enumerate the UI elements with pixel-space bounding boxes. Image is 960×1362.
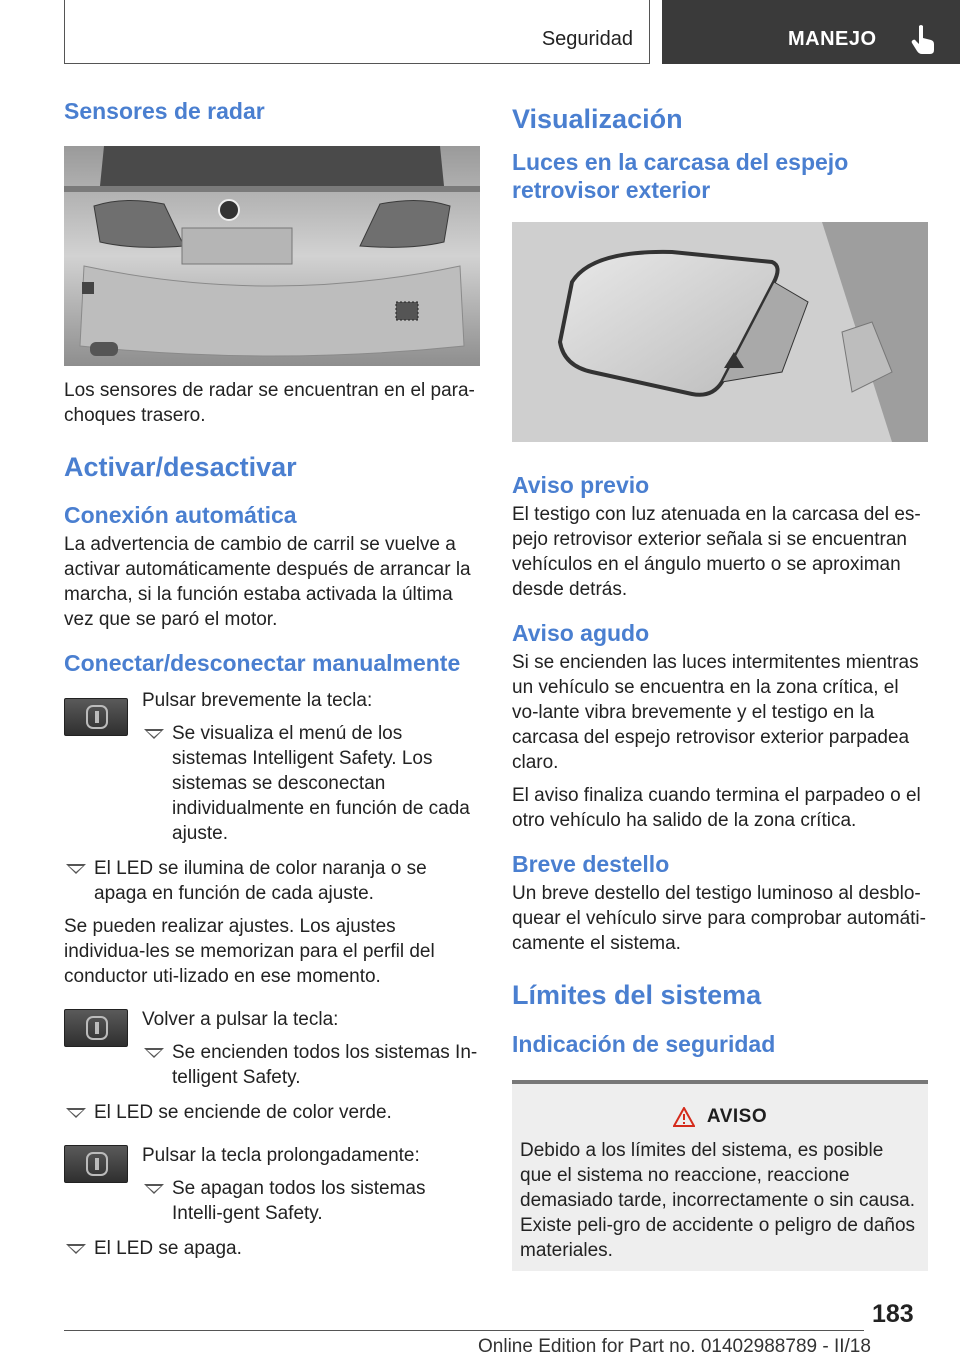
step-3-text: Pulsar la tecla prolongadamente:	[142, 1145, 420, 1166]
footer-rule	[64, 1330, 864, 1331]
car-rear-photo	[64, 146, 480, 366]
activar-heading: Activar/desactivar	[64, 452, 297, 482]
step-2-bullet	[142, 1040, 480, 1090]
mirror-illustration	[512, 222, 928, 442]
warning-text: Debido a los límites del sistema, es posible que el sistema no reaccione, reaccione demasiado tarde, incorrectamente o sin causa. Existe peli-gro de accidente o peligro de daños materiales.	[520, 1140, 916, 1261]
destello-text: Un breve destello del testigo luminoso al desblo-quear el vehículo sirve para comprobar automáti-camente el sistema.	[512, 883, 926, 954]
bullet-led-apaga	[64, 1236, 480, 1261]
bullet-triangle-icon	[66, 864, 86, 874]
right-column	[512, 96, 928, 1271]
bullet-led-naranja-text: El LED se ilumina de color naranja o se apaga en función de cada ajuste.	[94, 858, 427, 904]
page-number: 183	[872, 1300, 914, 1328]
step-2	[64, 1007, 480, 1090]
bullet-led-naranja	[64, 856, 480, 906]
header-section-title: Seguridad	[541, 28, 633, 50]
intelligent-safety-button-icon	[64, 1145, 128, 1183]
intelligent-safety-button-icon	[64, 1009, 128, 1047]
bullet-led-apaga-text: El LED se apaga.	[94, 1238, 242, 1259]
warning-box	[512, 1080, 928, 1271]
warning-triangle-icon	[673, 1107, 695, 1127]
step-3-bullet	[142, 1176, 480, 1226]
radar-text: Los sensores de radar se encuentran en el para-choques trasero.	[64, 380, 475, 426]
destello-heading: Breve destello	[512, 851, 670, 877]
step-1-bullet-text: Se visualiza el menú de los sistemas Intelligent Safety. Los sistemas se desconectan individualmente en función de cada ajuste.	[172, 723, 470, 844]
step-2-bullet-text: Se encienden todos los sistemas In-telligent Safety.	[172, 1042, 478, 1088]
step-3	[64, 1143, 480, 1226]
aviso-agudo-text-2: El aviso finaliza cuando termina el parpadeo o el otro vehículo ha salido de la zona crítica.	[512, 785, 921, 831]
manual-heading: Conectar/desconectar manualmente	[64, 650, 461, 676]
aviso-agudo-text: Si se encienden las luces intermitentes mientras un vehículo se encuentra en la zona crítica, el vo-lante vibra brevemente y el testigo en la carcasa del espejo retrovisor exterior parpadea claro.	[512, 652, 919, 773]
aviso-agudo-heading: Aviso agudo	[512, 620, 650, 646]
step-1-bullet	[142, 721, 480, 846]
warning-header	[520, 1106, 920, 1128]
car-rear-illustration	[64, 146, 480, 366]
header-tab	[64, 0, 650, 64]
header-chapter-tab	[662, 0, 960, 64]
step-2-text: Volver a pulsar la tecla:	[142, 1009, 339, 1030]
bullet-triangle-icon	[144, 1048, 164, 1058]
mirror-photo	[512, 222, 928, 442]
luces-heading: Luces en la carcasa del espejo retrovisor exterior	[512, 149, 849, 203]
bullet-triangle-icon	[66, 1108, 86, 1118]
bullet-triangle-icon	[144, 729, 164, 739]
radar-heading: Sensores de radar	[64, 98, 265, 124]
bullet-led-verde-text: El LED se enciende de color verde.	[94, 1102, 392, 1123]
intelligent-safety-button-icon	[64, 698, 128, 736]
hand-pointer-icon	[910, 24, 936, 54]
left-column	[64, 96, 480, 1261]
step-1	[64, 688, 480, 846]
ajustes-text: Se pueden realizar ajustes. Los ajustes individua-les se memorizan para el perfil del conductor uti-lizado en ese momento.	[64, 916, 435, 987]
step-3-bullet-text: Se apagan todos los sistemas Intelli-gent Safety.	[172, 1178, 426, 1224]
limites-heading: Límites del sistema	[512, 980, 762, 1010]
step-1-text: Pulsar brevemente la tecla:	[142, 690, 373, 711]
aviso-previo-text: El testigo con luz atenuada en la carcasa del es-pejo retrovisor exterior señala si se encuentran vehículos en el ángulo muerto o se aproximan desde detrás.	[512, 504, 921, 600]
aviso-previo-heading: Aviso previo	[512, 472, 650, 498]
bullet-triangle-icon	[66, 1244, 86, 1254]
footer-edition: Online Edition for Part no. 01402988789 - II/18	[478, 1336, 871, 1357]
chapter-title: MANEJO	[788, 28, 877, 50]
visual-heading: Visualización	[512, 104, 683, 134]
bullet-led-verde	[64, 1100, 480, 1125]
conexion-text: La advertencia de cambio de carril se vuelve a activar automáticamente después de arrancar la marcha, si la función estaba activada la última vez que se paró el motor.	[64, 534, 471, 630]
conexion-heading: Conexión automática	[64, 502, 297, 528]
indicacion-heading: Indicación de seguridad	[512, 1031, 776, 1057]
warning-label: AVISO	[706, 1106, 768, 1127]
bullet-triangle-icon	[144, 1184, 164, 1194]
